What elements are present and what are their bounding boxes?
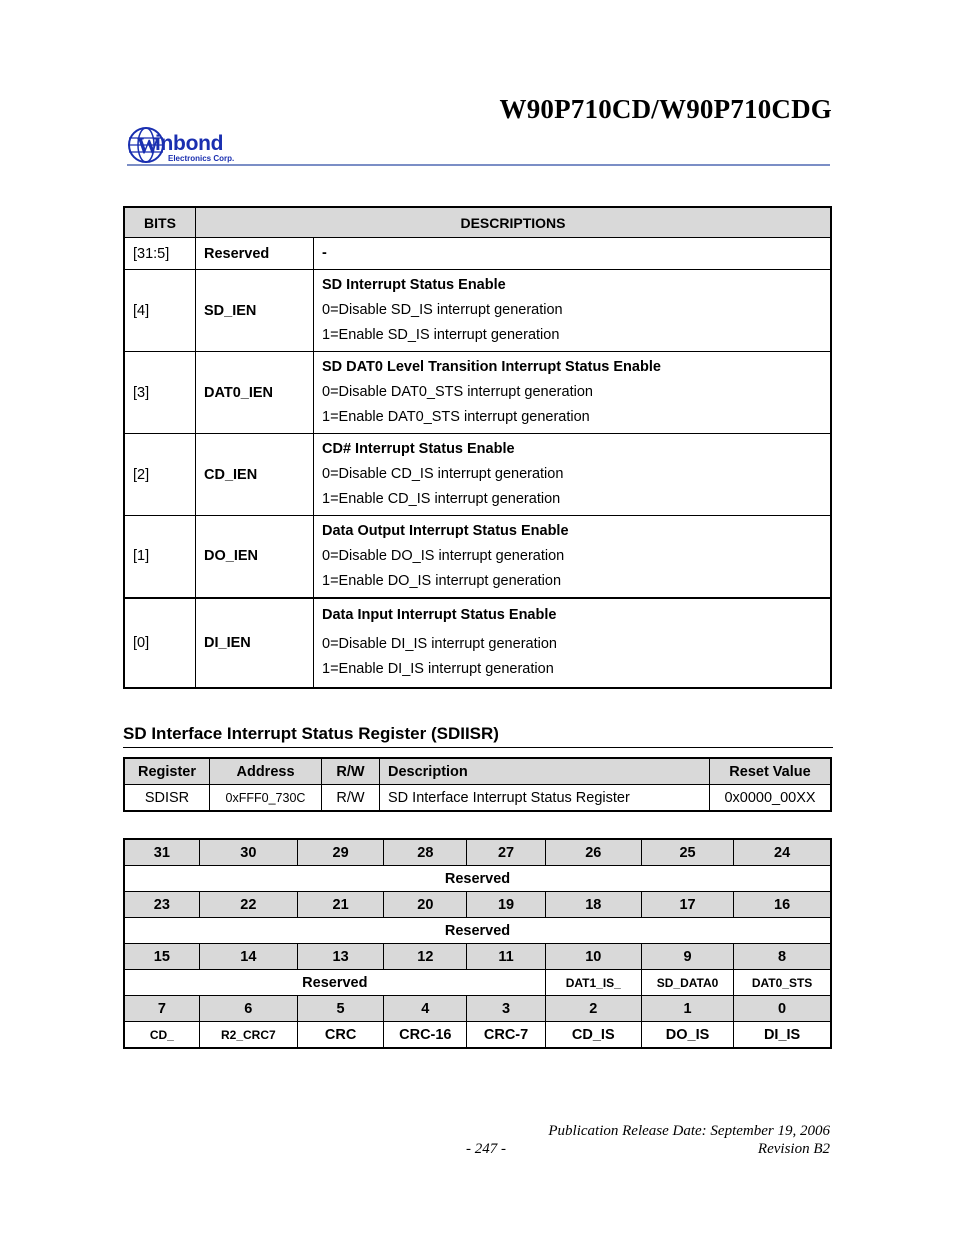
field-name: CD_IEN (196, 434, 314, 516)
bit-number: 24 (734, 839, 831, 866)
bit-field: DI_IS (734, 1022, 831, 1049)
col-descriptions-header: DESCRIPTIONS (196, 207, 832, 238)
bit-number: 27 (467, 839, 545, 866)
field-description (314, 598, 832, 688)
field-description (314, 352, 832, 434)
description-line: 1=Enable CD_IS interrupt generation (322, 491, 561, 507)
bit-number: 16 (734, 892, 831, 918)
description-heading: SD DAT0 Level Transition Interrupt Status Enable (322, 359, 661, 375)
description-line: 0=Disable DI_IS interrupt generation (322, 636, 557, 652)
table-row (124, 238, 831, 270)
bit-map-table (123, 838, 832, 1049)
field-name: DI_IEN (196, 598, 314, 688)
logo-wordmark: inbond (155, 132, 224, 155)
description-heading: - (322, 245, 327, 261)
header-reset-value: Reset Value (710, 758, 832, 785)
description-line: 1=Enable DAT0_STS interrupt generation (322, 409, 590, 425)
description-heading: SD Interrupt Status Enable (322, 277, 506, 293)
bit-number: 3 (467, 996, 545, 1022)
register-address: 0xFFF0_730C (210, 785, 322, 812)
table-row (124, 434, 831, 516)
bit-number: 0 (734, 996, 831, 1022)
bit-number: 6 (199, 996, 297, 1022)
bit-field: CRC (297, 1022, 383, 1049)
description-heading: Data Output Interrupt Status Enable (322, 522, 569, 539)
bit-number: 11 (467, 944, 545, 970)
table-row (124, 516, 831, 598)
bit-number-row (124, 839, 831, 866)
bit-number: 26 (545, 839, 641, 866)
bit-range: [3] (124, 352, 196, 434)
svg-text:W: W (137, 133, 159, 158)
bit-field-row (124, 866, 831, 892)
bit-field: DAT0_STS (734, 970, 831, 996)
field-name: SD_IEN (196, 270, 314, 352)
bit-number: 29 (297, 839, 383, 866)
description-line: 0=Disable DO_IS interrupt generation (322, 547, 565, 564)
field-description (314, 434, 832, 516)
table-row (124, 785, 831, 812)
bit-range: [4] (124, 270, 196, 352)
field-description (314, 238, 832, 270)
bit-range: [2] (124, 434, 196, 516)
register-reset-value: 0x0000_00XX (710, 785, 832, 812)
description-line: 1=Enable DI_IS interrupt generation (322, 661, 554, 677)
bit-range: [31:5] (124, 238, 196, 270)
table-row (124, 352, 831, 434)
section-rule (123, 747, 833, 748)
bit-field-row (124, 918, 831, 944)
reserved-field: Reserved (124, 866, 831, 892)
bit-number: 12 (384, 944, 467, 970)
bit-field: DO_IS (641, 1022, 733, 1049)
revision: Revision B2 (757, 1141, 830, 1157)
bit-number: 10 (545, 944, 641, 970)
description-line: 0=Disable CD_IS interrupt generation (322, 466, 564, 482)
bits-table-header (124, 207, 831, 238)
header-address: Address (210, 758, 322, 785)
bit-number: 25 (641, 839, 733, 866)
description-heading: Data Input Interrupt Status Enable (322, 607, 557, 623)
bit-field-row (124, 1022, 831, 1049)
bit-field: DAT1_IS_ (545, 970, 641, 996)
bit-field-row (124, 970, 831, 996)
section-heading: SD Interface Interrupt Status Register (SDIISR) (123, 724, 499, 743)
field-name: DO_IEN (196, 516, 314, 598)
publication-date: Publication Release Date: September 19, 2006 (548, 1123, 830, 1139)
bit-field: CRC-7 (467, 1022, 545, 1049)
bit-number: 13 (297, 944, 383, 970)
bit-number: 20 (384, 892, 467, 918)
bit-number: 14 (199, 944, 297, 970)
bit-number: 15 (124, 944, 199, 970)
description-line: 0=Disable SD_IS interrupt generation (322, 302, 563, 318)
bit-field: CD_ (124, 1022, 199, 1049)
bit-field: CRC-16 (384, 1022, 467, 1049)
bit-number: 22 (199, 892, 297, 918)
bit-range: [1] (124, 516, 196, 598)
field-name: DAT0_IEN (196, 352, 314, 434)
bit-number: 21 (297, 892, 383, 918)
winbond-logo (127, 126, 257, 166)
field-name: Reserved (196, 238, 314, 270)
reserved-field: Reserved (124, 918, 831, 944)
table-row (124, 598, 831, 688)
bit-number: 8 (734, 944, 831, 970)
bit-number: 23 (124, 892, 199, 918)
description-line: 0=Disable DAT0_STS interrupt generation (322, 384, 593, 400)
bit-field: R2_CRC7 (199, 1022, 297, 1049)
description-line: 1=Enable DO_IS interrupt generation (322, 572, 562, 589)
bit-number-row (124, 892, 831, 918)
bit-number: 19 (467, 892, 545, 918)
bit-number: 7 (124, 996, 199, 1022)
col-bits-header: BITS (124, 207, 196, 238)
register-rw: R/W (322, 785, 380, 812)
bit-number: 9 (641, 944, 733, 970)
field-description (314, 516, 832, 598)
register-table (123, 757, 832, 812)
header-description: Description (380, 758, 710, 785)
register-description: SD Interface Interrupt Status Register (380, 785, 710, 812)
header-rw: R/W (322, 758, 380, 785)
bit-number: 2 (545, 996, 641, 1022)
bit-field: SD_DATA0 (641, 970, 733, 996)
register-name: SDISR (124, 785, 210, 812)
bit-field: CD_IS (545, 1022, 641, 1049)
logo-subtitle: Electronics Corp. (168, 154, 235, 163)
page-number: - 247 - (466, 1141, 506, 1157)
bit-range: [0] (124, 598, 196, 688)
bit-number: 1 (641, 996, 733, 1022)
header-register: Register (124, 758, 210, 785)
reserved-field: Reserved (124, 970, 545, 996)
table-row (124, 270, 831, 352)
description-line: 1=Enable SD_IS interrupt generation (322, 327, 560, 343)
document-title: W90P710CD/W90P710CDG (499, 94, 832, 124)
bit-number: 31 (124, 839, 199, 866)
bit-number-row (124, 944, 831, 970)
bit-number-row (124, 996, 831, 1022)
bit-number: 30 (199, 839, 297, 866)
bit-number: 17 (641, 892, 733, 918)
bit-number: 5 (297, 996, 383, 1022)
bit-number: 4 (384, 996, 467, 1022)
bit-number: 18 (545, 892, 641, 918)
bit-number: 28 (384, 839, 467, 866)
header-rule (127, 164, 830, 166)
register-table-header (124, 758, 831, 785)
bits-description-table (123, 206, 832, 689)
description-heading: CD# Interrupt Status Enable (322, 441, 515, 457)
field-description (314, 270, 832, 352)
